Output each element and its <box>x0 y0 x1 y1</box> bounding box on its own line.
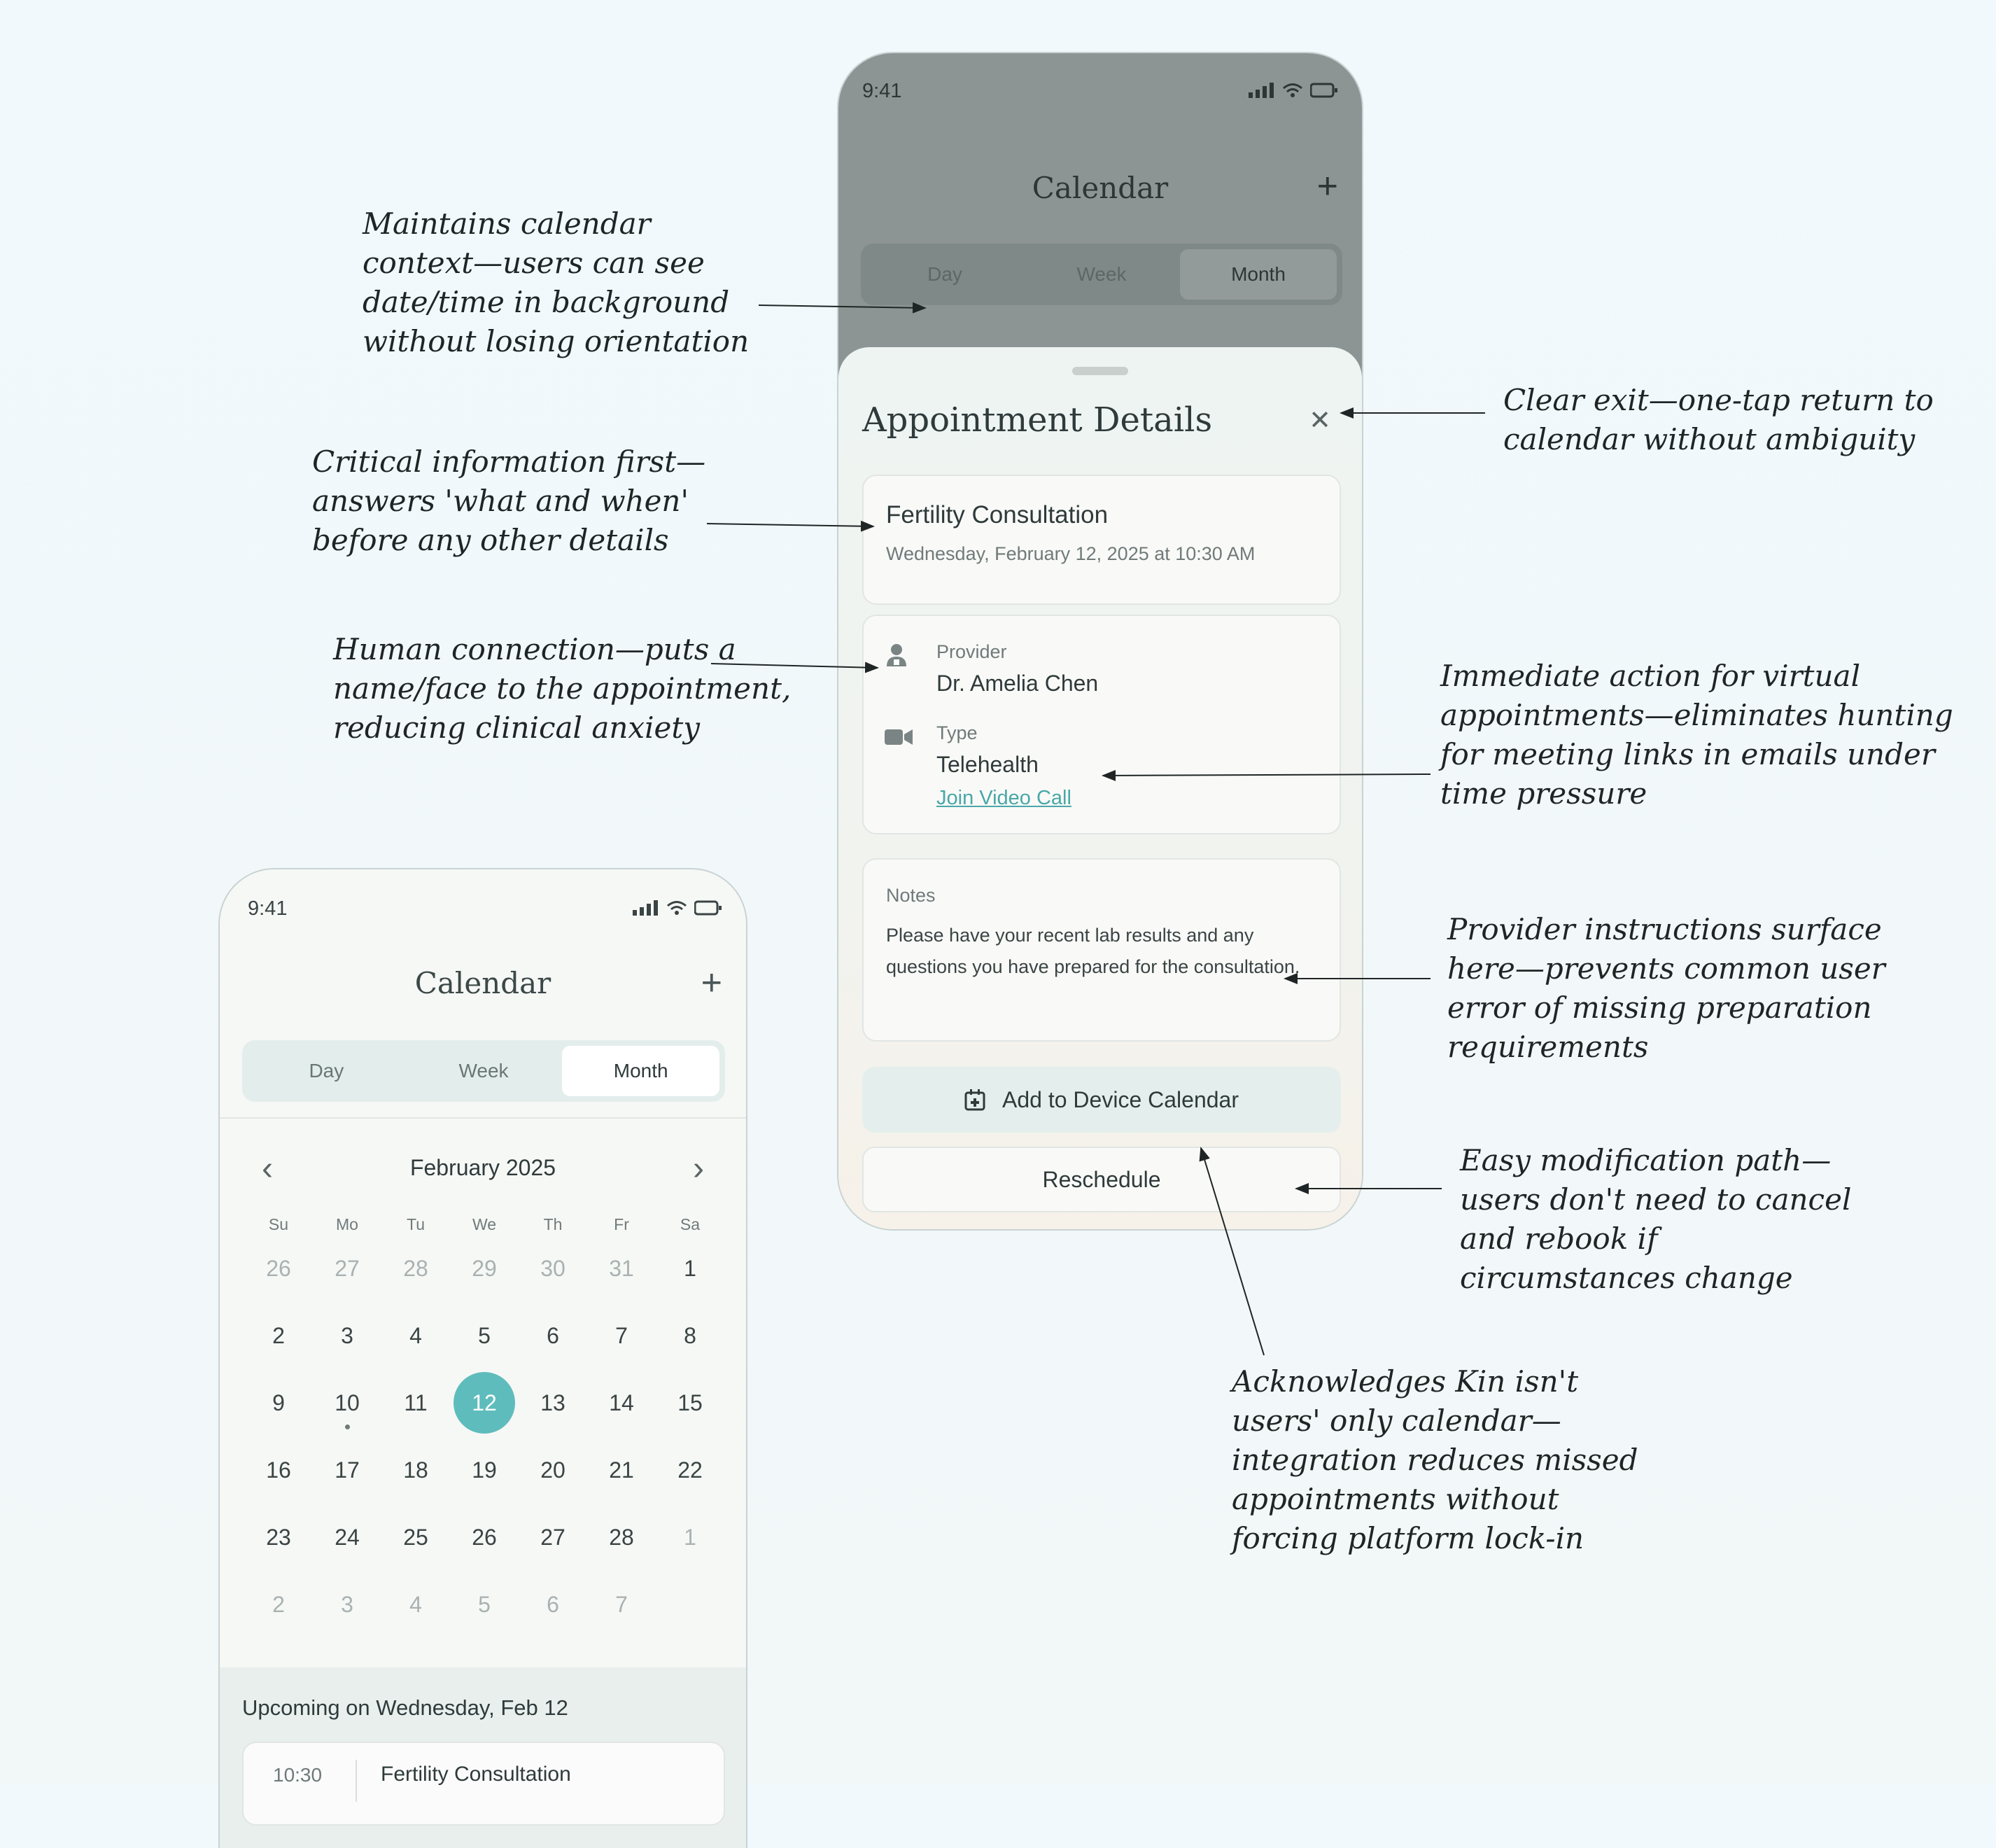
join-video-call-link[interactable]: Join Video Call <box>936 787 1071 809</box>
calendar-day[interactable]: 1 <box>684 1524 696 1550</box>
tab-day[interactable]: Day <box>309 1060 344 1082</box>
calendar-day[interactable]: 12 <box>454 1372 515 1434</box>
calendar-day[interactable]: 29 <box>472 1255 497 1281</box>
calendar-day[interactable]: 5 <box>478 1591 491 1617</box>
weekday-label: Sa <box>680 1215 701 1233</box>
calendar-day[interactable]: 27 <box>335 1255 360 1281</box>
calendar-day[interactable]: 11 <box>404 1390 428 1415</box>
type-value: Telehealth <box>936 752 1039 777</box>
calendar-day[interactable]: 4 <box>409 1591 422 1617</box>
arrow-context <box>759 305 925 308</box>
provider-name: Dr. Amelia Chen <box>936 671 1099 696</box>
arrow-critical <box>707 524 873 526</box>
upcoming-heading: Upcoming on Wednesday, Feb 12 <box>242 1695 568 1720</box>
status-time: 9:41 <box>862 80 902 102</box>
calendar-day[interactable]: 1 <box>684 1255 696 1281</box>
calendar-day[interactable]: 6 <box>547 1591 559 1617</box>
calendar-day[interactable]: 9 <box>272 1390 285 1415</box>
notes-text: Please have your recent lab results and any questions you have prepared for the consultation. <box>886 925 1300 977</box>
calendar-day[interactable]: 23 <box>266 1524 291 1550</box>
upcoming-title: Fertility Consultation <box>381 1763 571 1786</box>
tab-day[interactable]: Day <box>927 263 962 285</box>
tab-week[interactable]: Week <box>458 1060 509 1082</box>
annotation-critical-info: Critical information first—answers 'what and when' before any other details <box>312 444 706 557</box>
calendar-day[interactable]: 3 <box>341 1591 353 1617</box>
calendar-day[interactable]: 2 <box>272 1591 285 1617</box>
calendar-day[interactable]: 14 <box>609 1390 634 1415</box>
calendar-title: Calendar <box>1032 171 1169 205</box>
tab-month[interactable]: Month <box>1180 249 1337 300</box>
annotation-calendar-context: Maintains calendar context—users can see date/time in background without losing orientation <box>363 206 750 358</box>
weekday-label: Fr <box>614 1215 629 1233</box>
close-icon[interactable]: ✕ <box>1309 406 1331 435</box>
weekday-label: Th <box>543 1215 563 1233</box>
calendar-day[interactable]: 17 <box>335 1457 360 1483</box>
weekday-label: We <box>472 1215 497 1233</box>
weekday-label: Tu <box>407 1215 425 1233</box>
tab-week[interactable]: Week <box>1076 263 1127 285</box>
reschedule-button[interactable]: Reschedule <box>862 1147 1341 1212</box>
calendar-day[interactable]: 3 <box>341 1322 353 1348</box>
annotation-provider-instructions: Provider instructions surface here—prevents common user error of missing preparation requirements <box>1447 912 1885 1064</box>
calendar-day[interactable]: 7 <box>615 1322 628 1348</box>
calendar-title: Calendar <box>414 966 551 1000</box>
next-month-chevron-icon[interactable]: › <box>693 1150 704 1187</box>
add-event-button[interactable]: + <box>1316 166 1338 206</box>
calendar-day[interactable]: 20 <box>540 1457 565 1483</box>
calendar-day[interactable]: 8 <box>684 1322 696 1348</box>
calendar-day[interactable]: 7 <box>615 1591 628 1617</box>
arrow-human <box>711 664 878 668</box>
calendar-day[interactable]: 5 <box>478 1322 491 1348</box>
weekday-label: Mo <box>336 1215 358 1233</box>
type-label: Type <box>936 722 978 743</box>
calendar-day[interactable]: 4 <box>409 1322 422 1348</box>
notes-label: Notes <box>886 885 936 906</box>
annotation-immediate-action: Immediate action for virtual appointments—eliminates hunting for meeting links in emails under time pressure <box>1440 659 1953 811</box>
calendar-day[interactable]: 13 <box>540 1390 565 1415</box>
calendar-day[interactable]: 19 <box>472 1457 497 1483</box>
add-to-device-calendar-label: Add to Device Calendar <box>1002 1086 1239 1112</box>
arrow-action <box>1103 774 1431 776</box>
calendar-day[interactable]: 27 <box>540 1524 565 1550</box>
calendar-day[interactable]: 6 <box>547 1322 559 1348</box>
weekday-label: Su <box>268 1215 289 1233</box>
calendar-day[interactable]: 28 <box>403 1255 428 1281</box>
annotation-calendar-integration: Acknowledges Kin isn't users' only calendar—integration reduces missed appointments without forcing platform lock-in <box>1232 1364 1638 1555</box>
calendar-day[interactable]: 22 <box>677 1457 703 1483</box>
appointment-datetime: Wednesday, February 12, 2025 at 10:30 AM <box>886 543 1256 564</box>
calendar-day[interactable]: 28 <box>609 1524 634 1550</box>
calendar-day[interactable]: 15 <box>677 1390 703 1415</box>
calendar-day[interactable]: 26 <box>472 1524 497 1550</box>
calendar-day[interactable]: 30 <box>540 1255 565 1281</box>
arrow-integration <box>1201 1148 1264 1355</box>
sheet-title: Appointment Details <box>862 400 1213 440</box>
calendar-day[interactable]: 25 <box>403 1524 428 1550</box>
calendar-day[interactable]: 16 <box>266 1457 291 1483</box>
upcoming-time: 10:30 <box>273 1764 323 1786</box>
provider-label: Provider <box>936 641 1007 662</box>
annotation-human-connection: Human connection—puts a name/face to the appointment, reducing clinical anxiety <box>333 632 792 745</box>
status-time: 9:41 <box>248 897 288 920</box>
add-event-button[interactable]: + <box>701 962 722 1003</box>
calendar-day[interactable]: 21 <box>609 1457 634 1483</box>
calendar-day[interactable]: 26 <box>266 1255 291 1281</box>
annotation-modification-path: Easy modification path—users don't need to cancel and rebook if circumstances change <box>1460 1143 1852 1295</box>
calendar-day[interactable]: 31 <box>609 1255 634 1281</box>
tab-month[interactable]: Month <box>562 1046 719 1096</box>
calendar-day[interactable]: 2 <box>272 1322 285 1348</box>
calendar-day[interactable]: 18 <box>403 1457 428 1483</box>
annotation-clear-exit: Clear exit—one-tap return to calendar without ambiguity <box>1503 383 1934 456</box>
month-label: February 2025 <box>409 1155 556 1180</box>
calendar-day[interactable]: 10 <box>316 1372 378 1434</box>
previous-month-chevron-icon[interactable]: ‹ <box>262 1150 273 1187</box>
appointment-title: Fertility Consultation <box>886 501 1109 528</box>
calendar-day[interactable]: 24 <box>335 1524 360 1550</box>
